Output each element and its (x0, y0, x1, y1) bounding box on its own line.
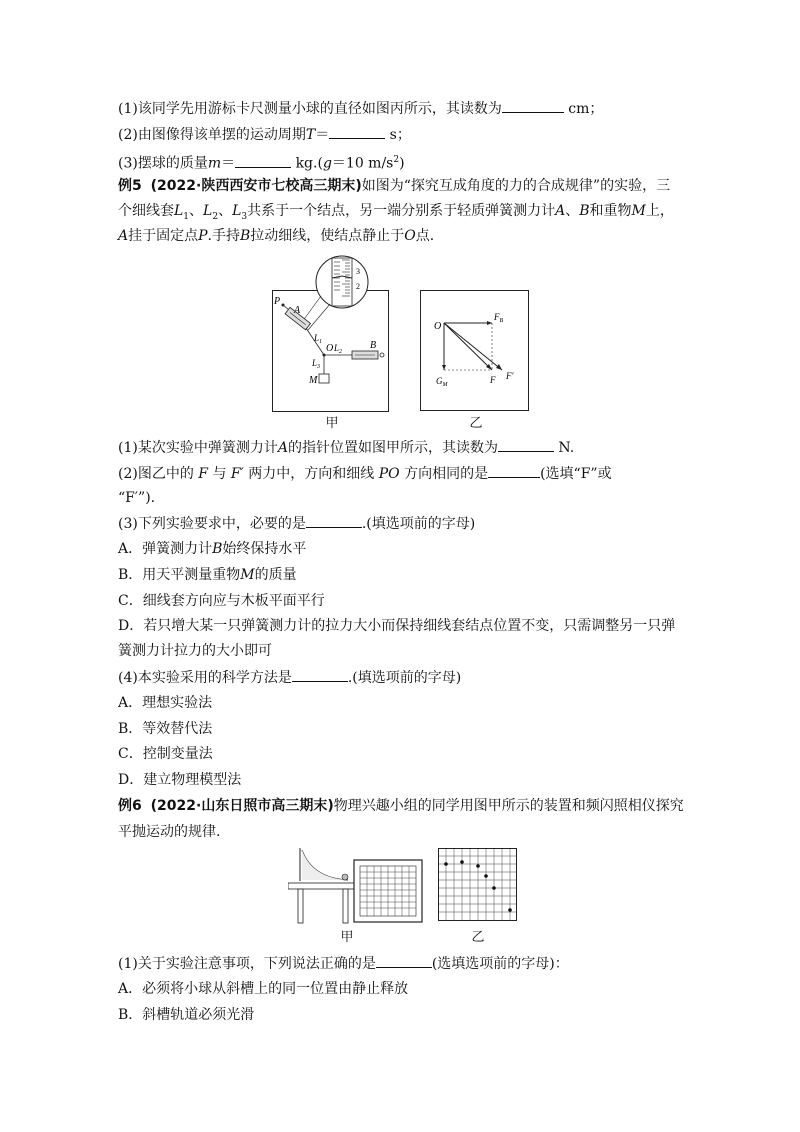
label-Fprime: F′ (506, 371, 514, 381)
flash-point (484, 874, 488, 878)
var: O (404, 228, 416, 244)
ex5-q3 (118, 513, 475, 534)
ex5-q4-option-b (118, 719, 212, 739)
source: (2022·陕西西安市七校高三期末) (150, 178, 362, 194)
label-FB: $F_B$ (494, 312, 504, 324)
ex6-caption-jia: 甲 (340, 930, 354, 945)
ramp-fill (302, 850, 348, 880)
answer-blank (502, 98, 564, 113)
var: T (305, 127, 316, 143)
text: (1)某次实验中弹簧测力计 (118, 440, 278, 456)
text: (1)关于实验注意事项，下列说法正确的是 (118, 956, 376, 972)
arrow-FB (487, 321, 492, 325)
ex6-q1 (118, 953, 569, 974)
text: (1)该同学先用游标卡尺测量小球的直径如图丙所示，其读数为 (118, 101, 502, 117)
ex6-figure-jia (288, 846, 428, 926)
label-M: M (309, 375, 318, 386)
text: (选填“F”或 (540, 466, 612, 482)
table-leg (343, 889, 348, 923)
prev-q1 (118, 98, 603, 119)
flash-point (460, 860, 464, 864)
scale-label-3: 3 (356, 267, 360, 276)
sub: 3 (241, 211, 248, 222)
ex5-q4-option-c (118, 744, 213, 764)
text: ＝ (221, 155, 236, 172)
text: (选填选项前的字母)： (431, 956, 569, 972)
label-F: F (490, 375, 496, 385)
ex5-q3-option-b (118, 565, 297, 585)
string-P (283, 305, 289, 310)
text: 共系于一个结点，另一端分别系于轻质弹簧测力计 (247, 203, 556, 219)
ex5-q1 (118, 437, 574, 458)
text: C．控制变量法 (118, 746, 213, 762)
answer-blank (292, 667, 348, 682)
text: s； (385, 127, 411, 143)
text: kg.( (291, 155, 323, 172)
text: ＝10 m/s (331, 155, 394, 172)
ex5-figure-yi (420, 290, 530, 412)
text: (4)本实验采用的科学方法是 (118, 670, 292, 686)
ex5-q4-option-a (118, 693, 212, 713)
text: B．斜槽轨道必须光滑 (118, 1007, 255, 1023)
weight-M (319, 374, 329, 383)
ex6-caption-yi: 乙 (471, 930, 485, 945)
text: (2)图乙中的 (118, 466, 194, 482)
flash-point (444, 862, 448, 866)
label-GM: $G_M$ (436, 376, 448, 388)
text: .(填选项前的字母) (347, 670, 462, 686)
flash-point (508, 908, 512, 912)
scale-label-2: 2 (356, 282, 360, 291)
prev-q3 (118, 150, 405, 174)
ex5-stem-2 (118, 201, 674, 227)
ex6-stem-1 (118, 796, 684, 816)
ex6-stem-2 (118, 822, 220, 842)
example-label: 例5 (118, 178, 142, 194)
label-rO: O (434, 321, 442, 332)
ex5-q4-option-d (118, 770, 241, 790)
label-O: O (326, 343, 334, 354)
ex5-q2 (118, 463, 612, 484)
text: 簧测力计拉力的大小即可 (118, 643, 272, 659)
var: g (322, 155, 332, 172)
ex6-q1-option-a (118, 979, 408, 999)
ex5-q2-cont (118, 488, 155, 508)
label-L1: $L_1$ (314, 333, 323, 345)
text: (3)摆球的质量 (118, 155, 208, 172)
ex5-q4 (118, 667, 461, 688)
prev-q2 (118, 124, 411, 145)
text: 的指针位置如图甲所示，其读数为 (287, 440, 498, 456)
var: m (207, 155, 222, 172)
text: 、 (218, 203, 233, 219)
ex5-caption-jia: 甲 (325, 416, 339, 431)
var: B (212, 541, 223, 557)
vector-Fprime (444, 323, 502, 370)
ex5-caption-yi: 乙 (469, 416, 483, 431)
magnifier-circle (316, 256, 368, 308)
answer-blank (329, 124, 385, 139)
text: A．必须将小球从斜槽上的同一位置由静止释放 (118, 981, 409, 997)
ex5-q3-option-d-cont (118, 641, 272, 661)
var: F′ (230, 466, 244, 482)
flash-point (492, 886, 496, 890)
var: L (203, 203, 213, 219)
text: 点. (415, 228, 435, 244)
arrow-Fprime (496, 364, 502, 370)
text: A．理想实验法 (118, 695, 213, 711)
text: 、 (565, 203, 580, 219)
source: (2022·山东日照市高三期末) (150, 798, 334, 814)
ex5-q3-option-a (118, 539, 306, 559)
sub: 2 (212, 211, 219, 222)
var: P (198, 228, 208, 244)
sub: 1 (183, 211, 190, 222)
text: B．等效替代法 (118, 721, 213, 737)
vector-F (444, 323, 492, 370)
ex6-q1-option-b (118, 1005, 254, 1025)
text: cm； (563, 101, 604, 117)
text: A．弹簧测力计 (118, 541, 213, 557)
text: 始终保持水平 (222, 541, 307, 557)
table-leg (298, 889, 303, 923)
text: 两力中，方向和细线 (248, 466, 375, 482)
var: B (579, 203, 590, 219)
label-L3: $L_3$ (312, 358, 321, 370)
var: A (277, 440, 288, 456)
text: D．若只增大某一只弹簧测力计的拉力大小而保持细线套结点位置不变，只需调整另一只弹 (118, 618, 676, 634)
text: 平抛运动的规律. (118, 824, 221, 840)
label-B: B (370, 340, 377, 351)
answer-blank (488, 463, 540, 478)
example-label: 例6 (118, 798, 142, 814)
var: L (174, 203, 184, 219)
grid-frame (439, 849, 517, 921)
text: B．用天平测量重物 (118, 567, 241, 583)
ex5-stem-3 (118, 226, 434, 246)
ex5-stem-1 (118, 176, 670, 196)
answer-blank (498, 437, 554, 452)
text: .手持 (207, 228, 240, 244)
text: D．建立物理模型法 (118, 772, 242, 788)
var: PO (378, 466, 400, 482)
answer-blank (376, 953, 432, 968)
answer-blank (306, 513, 362, 528)
label-A: A (294, 305, 301, 316)
var: A (555, 203, 566, 219)
text: C．细线套方向应与木板平面平行 (118, 593, 325, 609)
text: 物理兴趣小组的同学用图甲所示的装置和频闪照相仪探究 (333, 798, 684, 814)
spring-B-hook (380, 353, 384, 357)
answer-blank (235, 153, 291, 168)
text: 如图为“探究互成角度的力的合成规律”的实验，三 (361, 178, 671, 194)
var: M (240, 567, 255, 583)
ex5-figure-jia (272, 252, 392, 412)
table-top (288, 883, 360, 889)
ex6-figure-yi (438, 848, 518, 922)
text: (2)由图像得该单摆的运动周期 (118, 127, 306, 143)
zoom-line (308, 304, 330, 330)
frame (421, 291, 529, 411)
text: .(填选项前的字母) (361, 516, 476, 532)
text: “F′”). (118, 490, 156, 506)
text: (3)下列实验要求中，必要的是 (118, 516, 306, 532)
text: 上， (645, 203, 674, 219)
var: F (198, 466, 209, 482)
text: 、 (189, 203, 204, 219)
text: 拉动细线，使结点静止于 (250, 228, 405, 244)
arrow-GM (442, 365, 446, 370)
var: M (631, 203, 646, 219)
ball (342, 874, 348, 880)
text: N. (553, 440, 575, 456)
var: A (118, 228, 129, 244)
var: L (232, 203, 242, 219)
ex5-q3-option-c (118, 591, 325, 611)
label-L2: $L_2$ (334, 343, 343, 355)
text: ＝ (315, 127, 330, 143)
text: ) (399, 155, 405, 172)
flash-point (476, 864, 480, 868)
sup: 2 (393, 155, 400, 165)
text: 和重物 (589, 203, 632, 219)
ex5-q3-option-d (118, 616, 675, 636)
label-P: P (274, 296, 281, 307)
text: 与 (212, 466, 227, 482)
text: 方向相同的是 (404, 466, 489, 482)
grid-board-jia (354, 860, 422, 922)
text: 个细线套 (118, 203, 174, 219)
var: B (240, 228, 251, 244)
text: 挂于固定点 (128, 228, 199, 244)
text: 的质量 (254, 567, 297, 583)
